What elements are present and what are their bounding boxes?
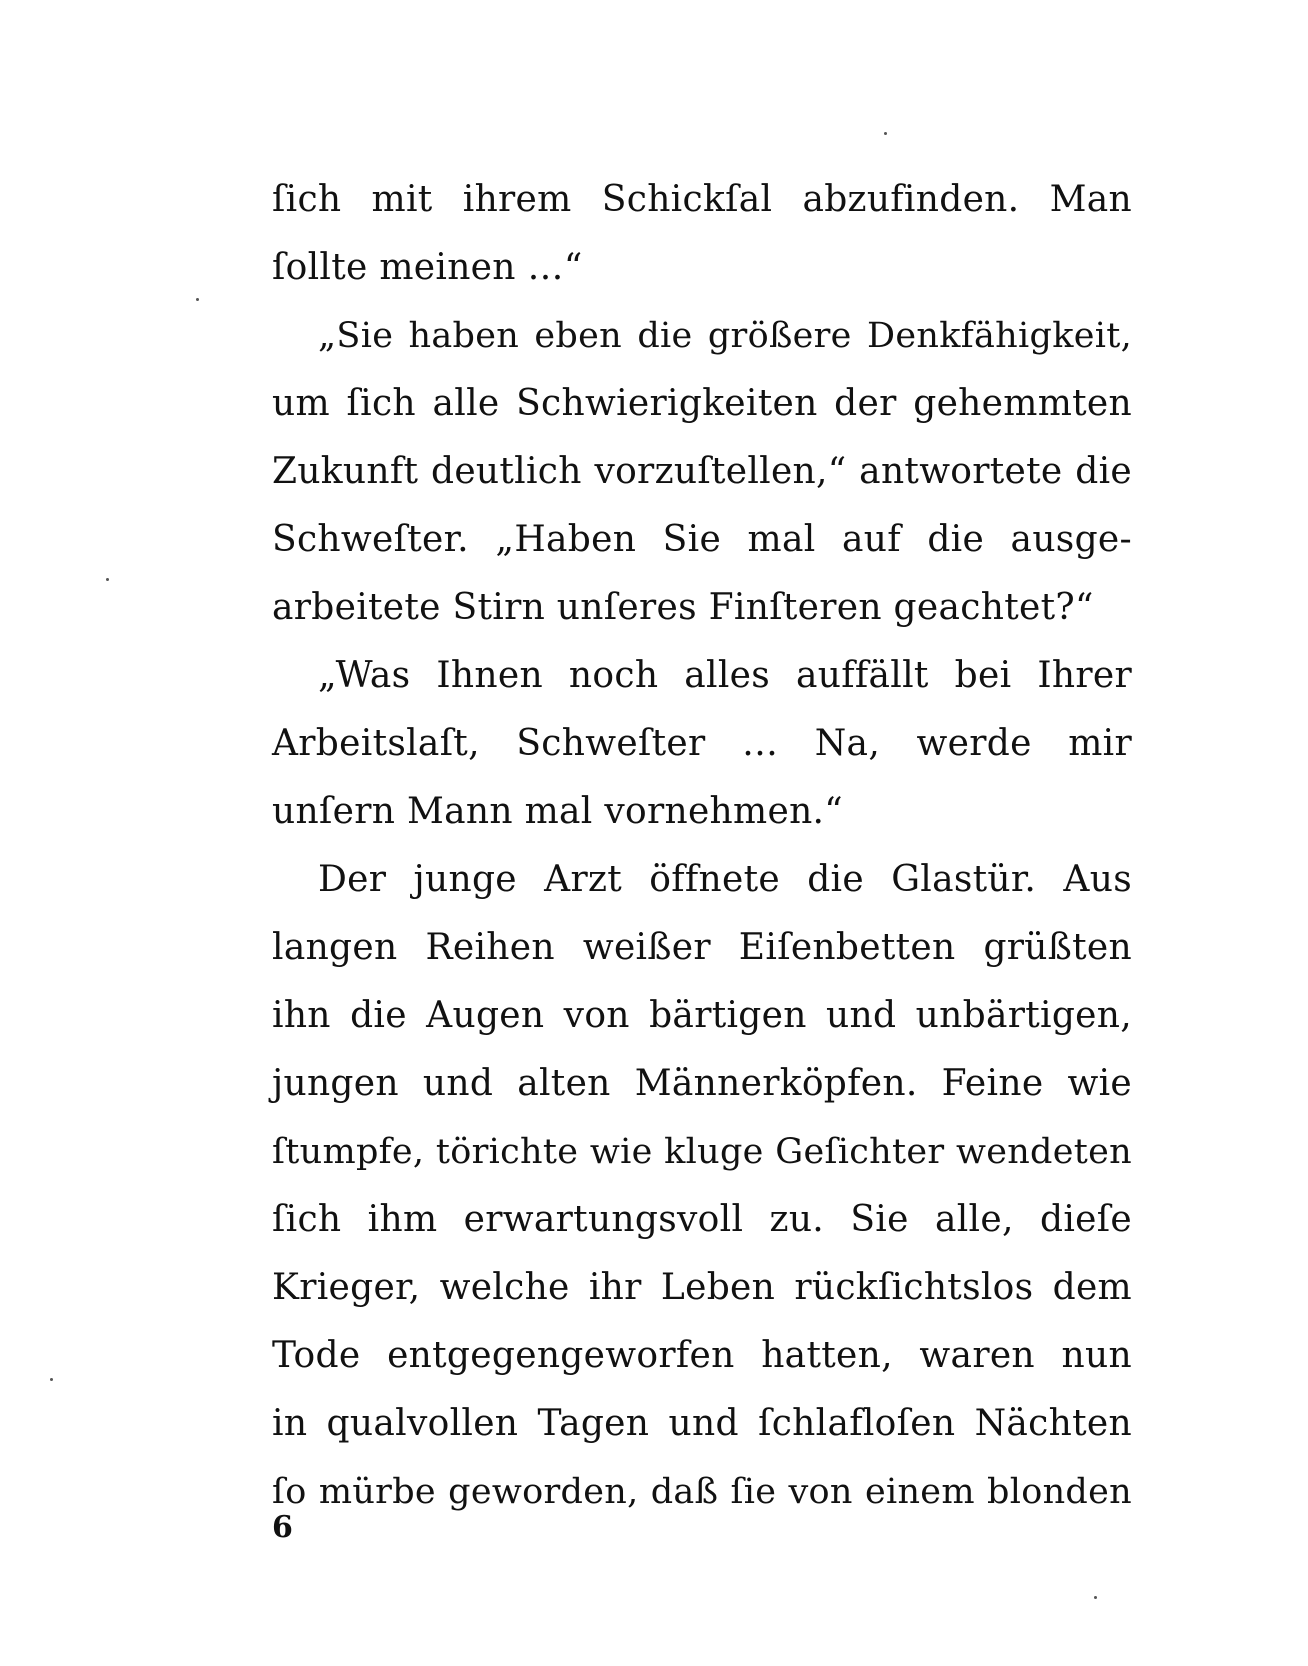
- text-line: ſo mürbe geworden, daß ſie von einem blonden: [272, 1472, 1132, 1512]
- text-line: um ſich alle Schwierigkeiten der gehemmten: [272, 383, 1132, 424]
- text-line: ſich ihm erwartungsvoll zu. Sie alle, dieſe: [272, 1199, 1132, 1240]
- text-line: ihn die Augen von bärtigen und unbärtigen,: [272, 995, 1132, 1036]
- text-line: unſern Mann mal vornehmen.“: [272, 791, 844, 832]
- text-line: ſtumpfe, törichte wie kluge Geſichter wendeten: [272, 1132, 1132, 1172]
- text-line: Krieger, welche ihr Leben rückſichtslos dem: [272, 1267, 1132, 1308]
- text-line: „Sie haben eben die größere Denkfähigkeit,: [318, 316, 1132, 356]
- scan-speck: [50, 1378, 53, 1381]
- text-line: langen Reihen weißer Eiſenbetten grüßten: [272, 927, 1132, 968]
- text-line: jungen und alten Männerköpfen. Feine wie: [272, 1063, 1132, 1104]
- text-line: Schweſter. „Haben Sie mal auf die ausge-: [272, 519, 1132, 560]
- text-line: Arbeitslaſt, Schweſter … Na, werde mir: [272, 723, 1132, 764]
- text-line: Zukunft deutlich vorzuſtellen,“ antwortete die: [272, 451, 1132, 492]
- text-line: Der junge Arzt öffnete die Glastür. Aus: [318, 859, 1132, 900]
- text-line: Tode entgegengeworfen hatten, waren nun: [272, 1335, 1132, 1376]
- page-number: 6: [272, 1510, 293, 1545]
- scan-speck: [1094, 1596, 1097, 1599]
- text-line: „Was Ihnen noch alles auffällt bei Ihrer: [318, 655, 1132, 696]
- text-line: ſollte meinen …“: [272, 247, 583, 288]
- text-line: in qualvollen Tagen und ſchlafloſen Nächten: [272, 1403, 1132, 1444]
- scan-speck: [196, 298, 199, 301]
- body-text: [272, 166, 1132, 1526]
- text-line: arbeitete Stirn unſeres Finſteren geachtet?“: [272, 587, 1094, 628]
- text-line: ſich mit ihrem Schickſal abzufinden. Man: [272, 179, 1132, 220]
- scan-speck: [106, 578, 109, 581]
- scan-speck: [884, 132, 887, 135]
